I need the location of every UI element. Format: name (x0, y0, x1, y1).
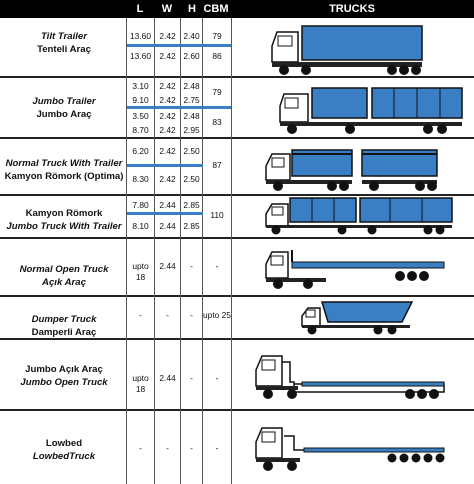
header-height: H (188, 3, 196, 15)
header-trucks: TRUCKS (329, 3, 375, 15)
cell-length: 9.10 (132, 95, 149, 105)
cell-length: 6.20 (132, 146, 149, 156)
cell-length: 13.60 (130, 51, 151, 61)
cell-height: 2.50 (183, 146, 200, 156)
cell-length: upto 18 (132, 373, 149, 394)
row-name-lowbed (2, 437, 126, 463)
cell-length: - (139, 443, 142, 453)
row-name-en: Normal Truck With Trailer (5, 158, 123, 169)
cell-width: - (166, 310, 169, 320)
cell-cbm: upto 25 (203, 310, 231, 320)
row-name-en: Dumper Truck (31, 314, 97, 325)
row-divider (0, 137, 474, 139)
table-header (0, 0, 474, 18)
row-name-tr: Damperli Araç (31, 327, 97, 338)
cell-length: 3.50 (132, 111, 149, 121)
cell-width: 2.42 (159, 125, 176, 135)
jumbo-trailer-truck-icon (232, 80, 472, 136)
dumper-truck-icon (232, 298, 472, 338)
row-name-en: Normal Open Truck (19, 264, 109, 275)
jumbo-open-truck-icon (232, 342, 472, 406)
header-length: L (136, 3, 144, 15)
truck-with-trailer-icon (232, 140, 472, 192)
cell-cbm: 86 (212, 51, 222, 61)
cell-length: 8.30 (132, 174, 149, 184)
cell-cbm: 83 (212, 117, 222, 127)
row-divider (0, 237, 474, 239)
cell-width: 2.44 (159, 261, 176, 271)
row-name-en: Tilt Trailer (40, 31, 88, 42)
row-divider (0, 409, 474, 411)
row-name-jumbo-trailer (2, 95, 126, 121)
cell-width: 2.42 (159, 31, 176, 41)
cell-width: 2.42 (159, 111, 176, 121)
row-name-tr: Lowbed (45, 438, 83, 449)
row-name-tr: Jumbo Araç (36, 109, 92, 120)
cell-length: 8.10 (132, 221, 149, 231)
cell-width: 2.44 (159, 373, 176, 383)
cell-height: 2.48 (183, 81, 200, 91)
cell-cbm: - (215, 373, 219, 383)
cell-height: - (190, 261, 193, 271)
row-divider (0, 295, 474, 297)
tilt-trailer-truck-icon (232, 20, 472, 75)
cell-length: 3.10 (132, 81, 149, 91)
cell-height: - (190, 373, 193, 383)
cell-height: 2.40 (183, 31, 200, 41)
row-name-tr: Jumbo Açık Araç (25, 364, 103, 375)
cell-height: 2.85 (183, 221, 200, 231)
row-separator-blue (127, 212, 203, 215)
cell-height: 2.85 (183, 200, 200, 210)
row-separator-blue (127, 44, 231, 47)
cell-cbm: 79 (212, 31, 222, 41)
row-name-dumper-truck (2, 313, 126, 339)
cell-width: 2.42 (159, 146, 176, 156)
row-name-en: Jumbo Truck With Trailer (6, 221, 122, 232)
cell-length: upto 18 (132, 261, 149, 282)
jumbo-truck-trailer-icon (232, 196, 472, 236)
cell-cbm: 87 (212, 160, 222, 170)
lowbed-truck-icon (232, 414, 472, 480)
cell-cbm: - (215, 443, 219, 453)
row-name-en: Jumbo Trailer (32, 96, 96, 107)
row-separator-blue (127, 164, 203, 167)
row-name-tr: Tenteli Araç (37, 44, 91, 55)
header-cbm: CBM (203, 3, 229, 15)
cell-height: 2.95 (183, 125, 200, 135)
row-name-en: Jumbo Open Truck (20, 377, 108, 388)
cell-length: 8.70 (132, 125, 149, 135)
cell-cbm: 110 (210, 210, 224, 220)
row-name-tr: Kamyon Römork (25, 208, 103, 219)
cell-cbm: - (215, 261, 219, 271)
row-name-tilt-trailer (2, 30, 126, 56)
cell-length: - (139, 310, 142, 320)
cell-length: 13.60 (130, 31, 151, 41)
row-name-en: LowbedTruck (32, 451, 96, 462)
cell-width: 2.44 (159, 221, 176, 231)
header-width: W (161, 3, 173, 15)
cell-width: 2.42 (159, 81, 176, 91)
cell-height: 2.75 (183, 95, 200, 105)
cell-height: - (190, 443, 193, 453)
row-name-normal-truck-trailer (2, 157, 126, 183)
row-name-tr: Kamyon Römork (Optima) (4, 171, 124, 182)
cell-width: 2.42 (159, 51, 176, 61)
row-name-jumbo-open-truck (2, 363, 126, 389)
cell-length: 7.80 (132, 200, 149, 210)
row-separator-blue (127, 106, 231, 109)
cell-width: 2.42 (159, 174, 176, 184)
row-name-normal-open-truck (2, 263, 126, 289)
row-name-tr: Açık Araç (42, 277, 86, 288)
cell-height: 2.48 (183, 111, 200, 121)
cell-width: - (166, 443, 169, 453)
cell-height: - (190, 310, 193, 320)
cell-cbm: 79 (212, 87, 222, 97)
cell-width: 2.44 (159, 200, 176, 210)
row-divider (0, 76, 474, 78)
row-name-kamyon-romork (2, 207, 126, 233)
open-truck-icon (232, 242, 472, 292)
cell-height: 2.50 (183, 174, 200, 184)
cell-width: 2.42 (159, 95, 176, 105)
cell-height: 2.60 (183, 51, 200, 61)
